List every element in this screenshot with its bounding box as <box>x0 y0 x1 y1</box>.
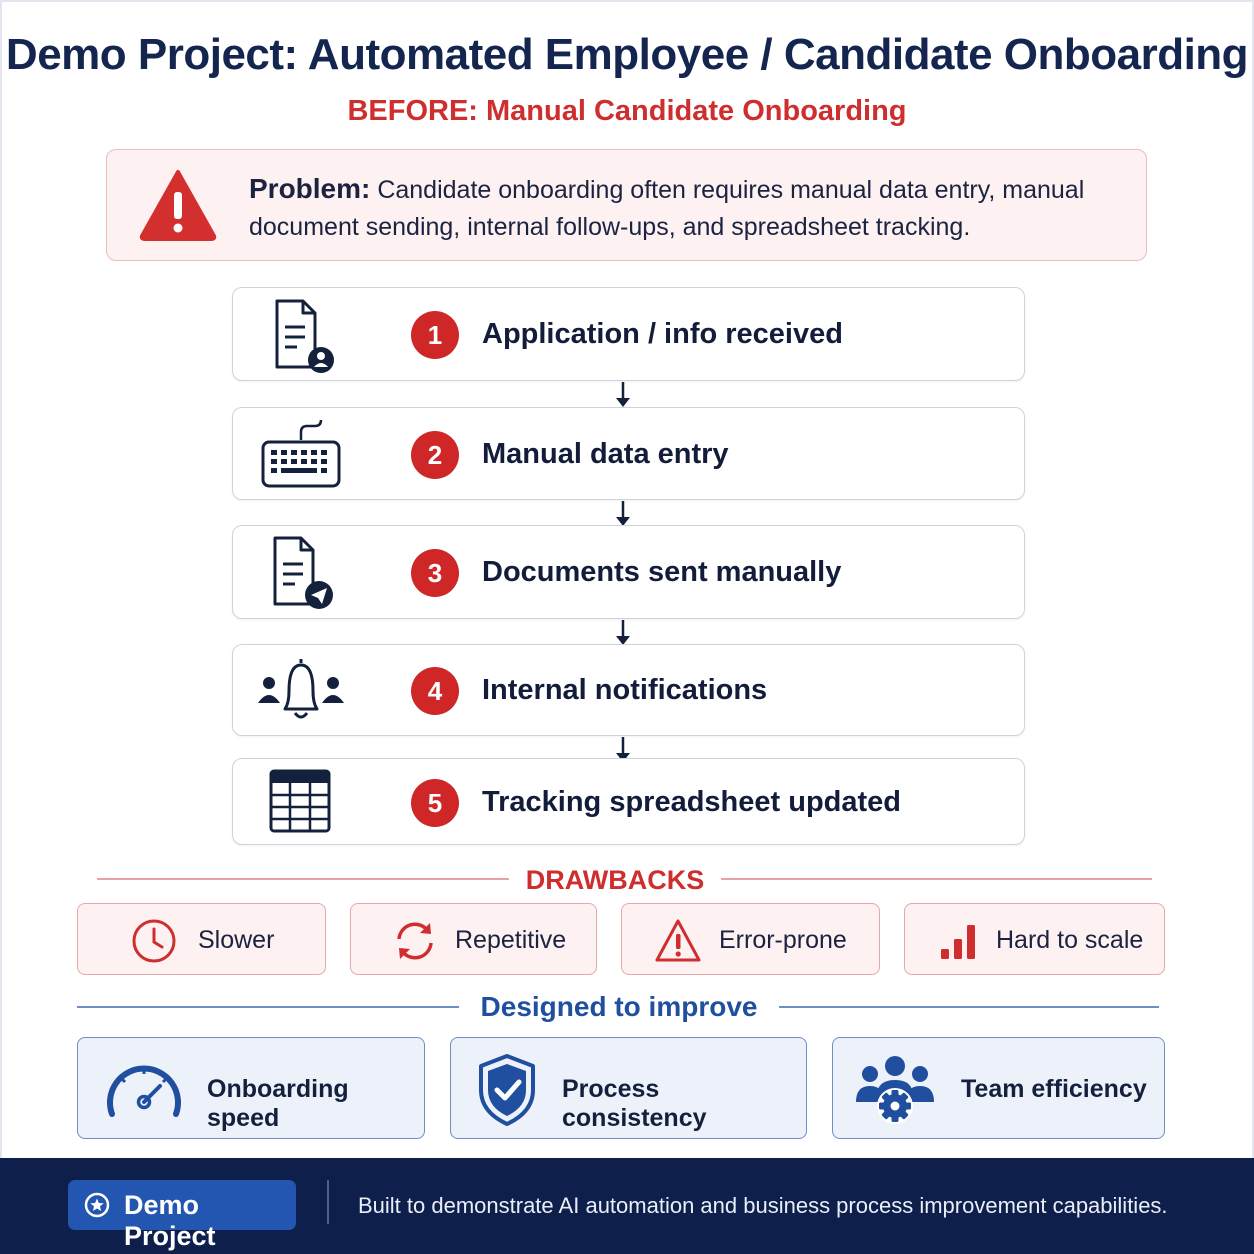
demo-project-badge <box>68 1180 296 1251</box>
step-card-1 <box>232 287 1025 381</box>
drawbacks-divider-right <box>721 878 1152 880</box>
footer-bar <box>0 1158 1254 1254</box>
improve-label: Team efficiency <box>961 1075 1147 1103</box>
improve-divider-right <box>779 1006 1159 1008</box>
footer-text: Built to demonstrate AI automation and business process improvement capabilities. <box>358 1193 1168 1218</box>
drawbacks-divider-left <box>97 878 509 880</box>
step-card-4 <box>232 644 1025 736</box>
document-user-icon <box>255 297 345 373</box>
drawback-card-repetitive <box>350 903 597 975</box>
improve-label: Process consistency <box>562 1075 707 1132</box>
improve-card-efficiency <box>832 1037 1165 1139</box>
step-card-2 <box>232 407 1025 500</box>
bar-chart-icon <box>935 917 983 965</box>
step-number-1: 1 <box>411 311 459 359</box>
spreadsheet-icon <box>255 765 345 841</box>
step-card-5 <box>232 758 1025 845</box>
shield-check-icon <box>465 1052 549 1128</box>
improve-divider-left <box>77 1006 459 1008</box>
step-label-4: Internal notifications <box>482 674 768 706</box>
improve-label: Onboarding speed <box>207 1075 349 1132</box>
improve-card-speed <box>77 1037 425 1139</box>
drawback-label: Error-prone <box>719 926 847 954</box>
badge-label: Demo Project <box>124 1190 216 1251</box>
step-label-2: Manual data entry <box>482 438 729 470</box>
drawback-label: Slower <box>198 926 275 954</box>
page-title: Demo Project: Automated Employee / Candidate Onboarding <box>5 30 1249 79</box>
problem-description: Candidate onboarding often requires manual data entry, manual document sending, internal follow-ups, and spreadsheet tracking. <box>249 176 1085 241</box>
problem-label: Problem: <box>249 173 371 204</box>
keyboard-icon <box>255 416 345 492</box>
warning-triangle-icon <box>139 168 217 242</box>
step-card-3 <box>232 525 1025 619</box>
warning-icon <box>654 917 702 965</box>
team-gear-icon <box>853 1052 937 1128</box>
clock-icon <box>130 917 178 965</box>
step-label-3: Documents sent manually <box>482 556 842 588</box>
step-label-5: Tracking spreadsheet updated <box>482 786 902 818</box>
drawback-card-error-prone <box>621 903 880 975</box>
speedometer-icon <box>102 1052 186 1128</box>
refresh-icon <box>391 917 439 965</box>
footer-divider <box>327 1180 329 1224</box>
problem-text <box>249 170 1129 246</box>
step-number-5: 5 <box>411 779 459 827</box>
step-number-3: 3 <box>411 549 459 597</box>
drawback-label: Hard to scale <box>996 926 1144 954</box>
drawback-label: Repetitive <box>455 926 567 954</box>
improve-title: Designed to improve <box>480 991 758 1022</box>
problem-box <box>106 149 1147 261</box>
step-number-4: 4 <box>411 667 459 715</box>
bell-people-icon <box>255 653 345 729</box>
step-label-1: Application / info received <box>482 318 843 350</box>
improve-card-consistency <box>450 1037 807 1139</box>
arrow-down-icon <box>613 380 633 410</box>
page-subtitle: BEFORE: Manual Candidate Onboarding <box>347 95 907 127</box>
drawback-card-hard-to-scale <box>904 903 1165 975</box>
drawback-card-slower <box>77 903 326 975</box>
step-number-2: 2 <box>411 431 459 479</box>
document-send-icon <box>255 534 345 610</box>
drawbacks-title: DRAWBACKS <box>525 865 705 895</box>
star-circle-icon <box>84 1192 110 1218</box>
